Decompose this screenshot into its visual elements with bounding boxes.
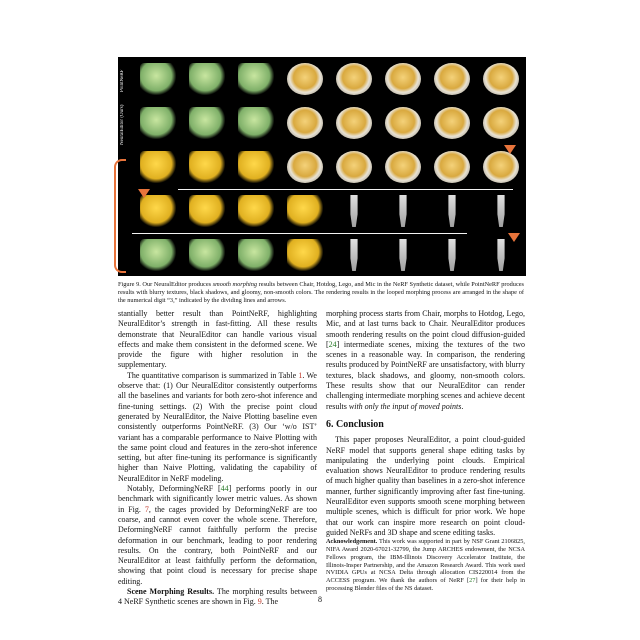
figure-caption: Figure 9. Our NeuralEditor produces smooth morphing results between Chair, Hotdog, Lego, and Mic in the NeRF Synthetic dataset, while PointNeRF produces results with blurry textures, black shadows, and gloomy, non-smooth colors. The rendering results in the looped morphing process are arranged in the shape of the numerical digit “3,” indicated by the dividing lines and arrows. — [118, 281, 524, 304]
loop-arrow-icon — [114, 159, 126, 273]
page-number: 8 — [318, 595, 322, 604]
render-thumbnail-chair — [140, 107, 176, 139]
paragraph: Scene Morphing Results. The morphing results between 4 NeRF Synthetic scenes are shown in Fig. 9. The — [118, 587, 317, 607]
render-thumbnail-hotdog — [385, 151, 421, 183]
render-thumbnail-lego — [189, 151, 225, 183]
figure-ref-link[interactable]: 7 — [144, 504, 149, 514]
render-thumbnail-mic — [385, 195, 421, 227]
render-thumbnail-lego — [189, 195, 225, 227]
left-column — [118, 309, 317, 608]
render-thumbnail-lego — [287, 195, 323, 227]
render-thumbnail-hotdog — [336, 151, 372, 183]
render-thumbnail-lego — [238, 195, 274, 227]
table-ref-link[interactable]: 1 — [298, 370, 303, 380]
citation-link[interactable]: 44 — [220, 484, 229, 494]
render-thumbnail-chair — [140, 63, 176, 95]
render-thumbnail-chair — [189, 63, 225, 95]
arrow-down-icon — [508, 233, 520, 242]
render-thumbnail-mic — [483, 195, 519, 227]
render-thumbnail-lego — [238, 151, 274, 183]
render-thumbnail-lego — [140, 195, 176, 227]
render-thumbnail-chair — [189, 107, 225, 139]
render-thumbnail-mic — [336, 195, 372, 227]
divider-line-2 — [132, 233, 467, 234]
citation-link[interactable]: 27 — [469, 577, 476, 585]
render-thumbnail-hotdog — [483, 151, 519, 183]
render-thumbnail-chair — [238, 107, 274, 139]
render-thumbnail-hotdog — [434, 151, 470, 183]
render-thumbnail-mic — [483, 239, 519, 271]
paragraph: stantially better result than PointNeRF, highlighting NeuralEditor’s strength in fast-fitting. All these results demonstrate that NeuralEditor can handle various visual effects and make them consistent in the deformed scene. We provide the figure with higher resolution in the supplementary. — [118, 309, 317, 370]
render-thumbnail-chair — [140, 239, 176, 271]
render-thumbnail-mic — [434, 239, 470, 271]
paragraph: This paper proposes NeuralEditor, a point cloud-guided NeRF model that supports general shape editing tasks by manipulating the underlying point clouds. Empirical evaluation shows NeuralEditor to produce rendering results of much higher quality than baselines in a zero-shot inference manner, further significantly improving after fast fine-tuning. NeuralEditor even supports smooth scene morphing between multiple scenes, which is difficult for prior work. We hope that our work can inspire more research on point cloud-guided NeRFs and 3D shape and scene editing tasks. — [326, 435, 525, 537]
render-thumbnail-mic — [385, 239, 421, 271]
render-thumbnail-hotdog — [483, 63, 519, 95]
right-column — [326, 309, 525, 593]
render-thumbnail-hotdog — [385, 63, 421, 95]
paragraph: Notably, DeformingNeRF [44] performs poorly in our benchmark with significantly lower metric values. As shown in Fig. 7, the cages provided by DeformingNeRF are too coarse, and cannot even cover the whole scene. Therefore, DeformingNeRF cannot faithfully perform the precise deformation in our benchmark, leading to poor rendering results. On the contrary, both PointNeRF and our NeuralEditor at least faithfully perform the deformation, showing that point cloud is necessary for precise shape editing. — [118, 484, 317, 586]
acknowledgement: Acknowledgement. This work was supported in part by NSF Grant 2106825, NIFA Award 2020-67021-32799, the Jump ARCHES endowment, the NCSA Fellows program, the IBM-Illinois Discovery Accelerator Institute, the Illinois-Insper Partnership, and the Amazon Research Award. This work used NVIDIA GPUs at NCSA Delta through allocation CIS220014 from the ACCESS program. We thank the authors of NeRF [27] for their help in processing Blender files of the NS dataset. — [326, 538, 526, 593]
render-thumbnail-chair — [238, 63, 274, 95]
render-thumbnail-hotdog — [287, 151, 323, 183]
render-thumbnail-hotdog — [336, 107, 372, 139]
render-thumbnail-hotdog — [434, 63, 470, 95]
figure-ref-link[interactable]: 9 — [257, 597, 262, 607]
section-heading: 6. Conclusion — [326, 418, 384, 430]
render-thumbnail-hotdog — [483, 107, 519, 139]
render-thumbnail-hotdog — [287, 63, 323, 95]
row-label-neuraleditor: NeuralEditor (Ours) — [120, 104, 125, 145]
render-thumbnail-mic — [336, 239, 372, 271]
divider-line-1 — [178, 189, 513, 190]
render-thumbnail-hotdog — [434, 107, 470, 139]
render-thumbnail-hotdog — [385, 107, 421, 139]
render-thumbnail-hotdog — [287, 107, 323, 139]
render-thumbnail-chair — [238, 239, 274, 271]
paragraph: morphing process starts from Chair, morphs to Hotdog, Lego, Mic, and at last turns back to Chair. NeuralEditor produces smooth rendering results on the point cloud diffusion-guided [24] intermediate scenes, mixing the textures of the two scenes in a reasonable way. In comparison, the rendering results produced by PointNeRF are unsatisfactory, with blurry textures, black shadows, and gloomy, non-smooth colors. These results show that our NeuralEditor can render challenging intermediate morphing scenes and achieve decent results with only the input of moved points. — [326, 309, 525, 411]
morphing-figure — [118, 57, 526, 276]
row-label-pointnerf: PointNeRF — [120, 69, 125, 93]
citation-link[interactable]: 24 — [328, 339, 337, 349]
render-thumbnail-lego — [287, 239, 323, 271]
render-thumbnail-chair — [189, 239, 225, 271]
render-thumbnail-lego — [140, 151, 176, 183]
render-thumbnail-hotdog — [336, 63, 372, 95]
render-thumbnail-mic — [434, 195, 470, 227]
paragraph: The quantitative comparison is summarized in Table 1. We observe that: (1) Our NeuralEditor consistently outperforms all the baselines and variants for both zero-shot inference and fine-tuning settings. (2) With the precise point cloud generated by NeuralEditor, the Naive Plotting baseline even consistently outperforms PointNeRF. (3) Our ‘w/o IST’ variant has a comparable performance to Naive Plotting with the same point cloud and features in the zero-shot inference setting, but after fine-tuning its performance is significantly higher than Naive Plotting, validating the capability of NeuralEditor in NeRF modeling. — [118, 370, 317, 483]
